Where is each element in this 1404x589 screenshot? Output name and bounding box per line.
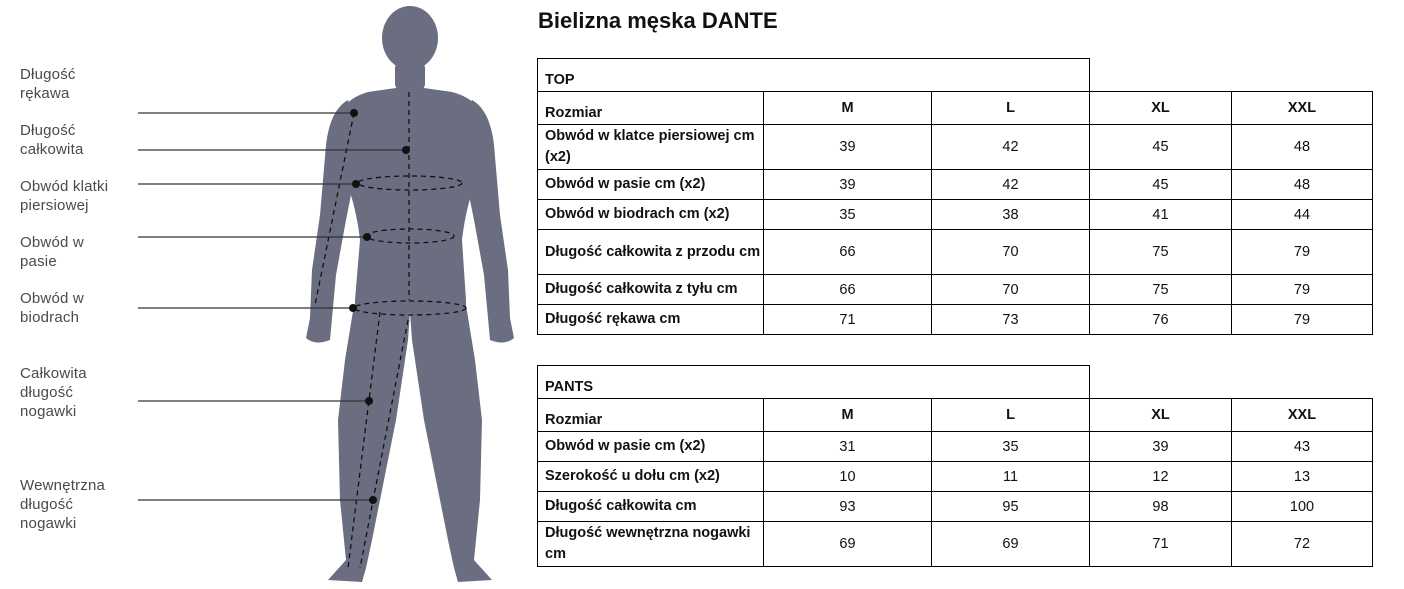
- cell-value: 45: [1090, 125, 1232, 170]
- cell-value: 42: [932, 125, 1090, 170]
- cell-value: 75: [1090, 230, 1232, 275]
- size-col-xxl: XXL: [1232, 92, 1373, 125]
- size-col-l: L: [932, 92, 1090, 125]
- cell-value: 70: [932, 230, 1090, 275]
- pants-size-table: [537, 365, 1373, 567]
- row-label: Długość całkowita z przodu cm: [538, 230, 764, 275]
- cell-value: 76: [1090, 305, 1232, 335]
- row-label: Obwód w biodrach cm (x2): [538, 200, 764, 230]
- row-label: Obwód w pasie cm (x2): [538, 170, 764, 200]
- row-label: Długość całkowita z tyłu cm: [538, 275, 764, 305]
- cell-value: 100: [1232, 492, 1373, 522]
- size-col-m: M: [764, 399, 932, 432]
- cell-value: 31: [764, 432, 932, 462]
- row-label: Długość rękawa cm: [538, 305, 764, 335]
- row-label: Długość wewnętrzna nogawki cm: [538, 522, 764, 567]
- top-section-title: TOP: [538, 59, 1090, 92]
- cell-value: 69: [932, 522, 1090, 567]
- label-sleeve-length: Długość rękawa: [20, 66, 76, 102]
- table-row: [538, 522, 1373, 567]
- cell-value: 43: [1232, 432, 1373, 462]
- row-label: Obwód w pasie cm (x2): [538, 432, 764, 462]
- cell-value: 73: [932, 305, 1090, 335]
- top-size-table: [537, 58, 1373, 335]
- cell-value: 70: [932, 275, 1090, 305]
- cell-value: 35: [764, 200, 932, 230]
- table-row: [538, 432, 1373, 462]
- label-chest-circumference: Obwód klatki piersiowej: [20, 178, 109, 214]
- cell-value: 35: [932, 432, 1090, 462]
- cell-value: 48: [1232, 170, 1373, 200]
- cell-value: 95: [932, 492, 1090, 522]
- label-waist-circumference: Obwód w pasie: [20, 234, 84, 270]
- cell-value: 71: [1090, 522, 1232, 567]
- size-col-l: L: [932, 399, 1090, 432]
- page-title: Bielizna męska DANTE: [538, 8, 778, 33]
- cell-value: 12: [1090, 462, 1232, 492]
- table-header-row: [538, 399, 1373, 432]
- size-col-xl: XL: [1090, 399, 1232, 432]
- size-label: Rozmiar: [538, 399, 764, 432]
- label-total-length: Długość całkowita: [20, 122, 84, 158]
- table-row: [538, 462, 1373, 492]
- table-row: [538, 230, 1373, 275]
- cell-value: 38: [932, 200, 1090, 230]
- label-total-leg-length: Całkowita długość nogawki: [20, 365, 87, 420]
- size-col-m: M: [764, 92, 932, 125]
- table-row: [538, 125, 1373, 170]
- table-header-row: [538, 92, 1373, 125]
- row-label: Szerokość u dołu cm (x2): [538, 462, 764, 492]
- row-label: Obwód w klatce piersiowej cm (x2): [538, 125, 764, 170]
- cell-value: 11: [932, 462, 1090, 492]
- cell-value: 66: [764, 275, 932, 305]
- cell-value: 39: [764, 125, 932, 170]
- cell-value: 69: [764, 522, 932, 567]
- table-row: [538, 170, 1373, 200]
- cell-value: 71: [764, 305, 932, 335]
- cell-value: 79: [1232, 275, 1373, 305]
- cell-value: 75: [1090, 275, 1232, 305]
- size-col-xl: XL: [1090, 92, 1232, 125]
- cell-value: 66: [764, 230, 932, 275]
- cell-value: 13: [1232, 462, 1373, 492]
- cell-value: 48: [1232, 125, 1373, 170]
- cell-value: 98: [1090, 492, 1232, 522]
- table-row: [538, 305, 1373, 335]
- cell-value: 10: [764, 462, 932, 492]
- cell-value: 41: [1090, 200, 1232, 230]
- cell-value: 72: [1232, 522, 1373, 567]
- cell-value: 39: [1090, 432, 1232, 462]
- male-silhouette: [306, 6, 514, 582]
- cell-value: 42: [932, 170, 1090, 200]
- table-row: [538, 200, 1373, 230]
- label-inseam-length: Wewnętrzna długość nogawki: [20, 477, 106, 532]
- table-row: [538, 275, 1373, 305]
- cell-value: 45: [1090, 170, 1232, 200]
- row-label: Długość całkowita cm: [538, 492, 764, 522]
- cell-value: 79: [1232, 230, 1373, 275]
- cell-value: 79: [1232, 305, 1373, 335]
- label-hip-circumference: Obwód w biodrach: [20, 290, 84, 326]
- cell-value: 39: [764, 170, 932, 200]
- body-measurement-figure: [0, 0, 530, 589]
- cell-value: 44: [1232, 200, 1373, 230]
- table-row: [538, 492, 1373, 522]
- size-col-xxl: XXL: [1232, 399, 1373, 432]
- pants-section-title: PANTS: [538, 366, 1090, 399]
- size-label: Rozmiar: [538, 92, 764, 125]
- cell-value: 93: [764, 492, 932, 522]
